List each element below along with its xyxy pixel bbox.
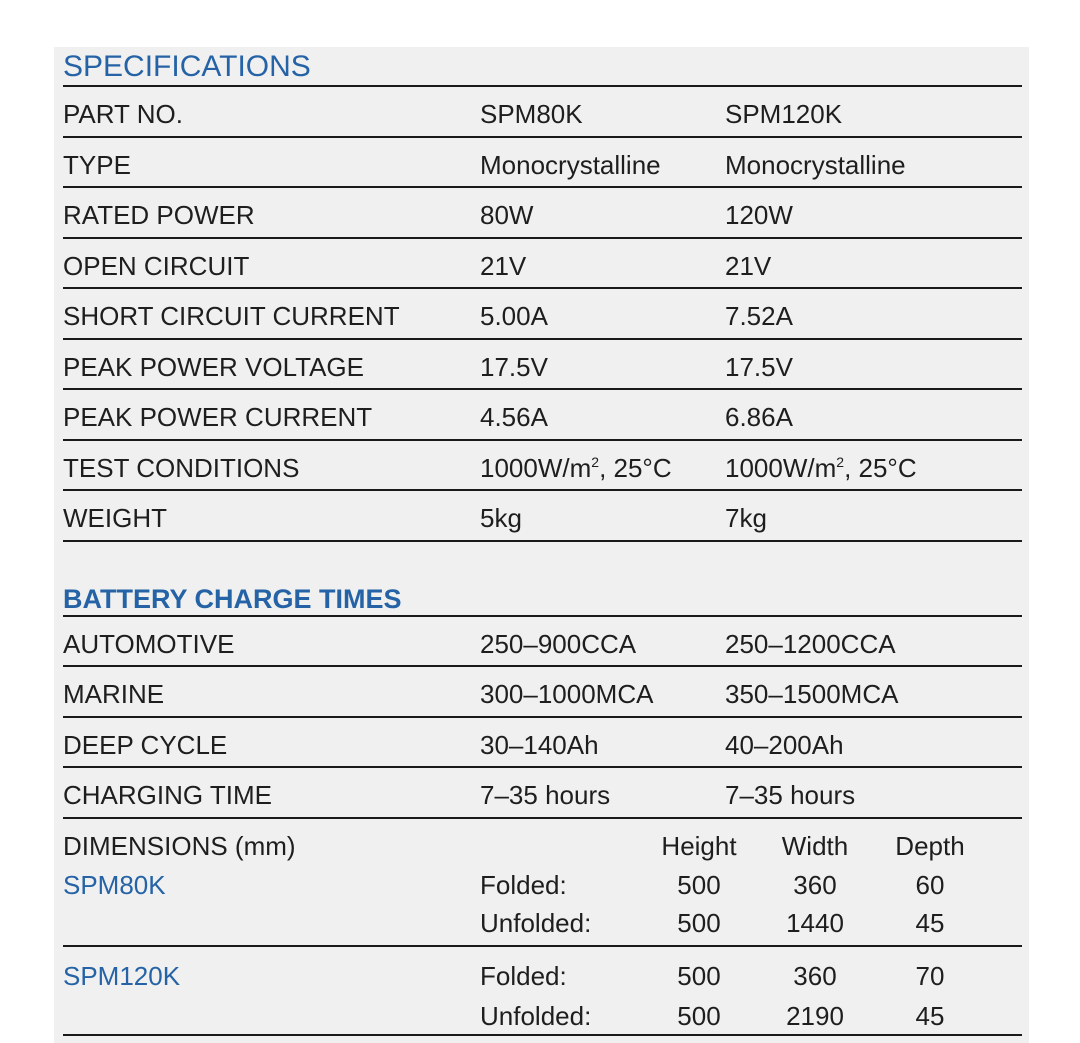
table-row — [63, 667, 1022, 718]
row-value-spm80k: 4.56A — [480, 402, 548, 432]
row-value-spm120k: 17.5V — [725, 351, 793, 382]
dim-folded-width: 360 — [793, 869, 837, 900]
dim-unfolded-height: 500 — [677, 1000, 721, 1031]
specifications-heading: SPECIFICATIONS — [63, 47, 1022, 87]
row-value-spm80k: 80W — [480, 200, 534, 230]
dim-folded-height: 500 — [677, 960, 721, 991]
table-row — [63, 491, 1022, 542]
dim-folded-width: 360 — [793, 960, 837, 991]
row-label: TEST CONDITIONS — [63, 452, 300, 483]
dimensions-block-spm120k — [63, 947, 1022, 1036]
table-row — [63, 768, 1022, 819]
dim-unfolded-width: 1440 — [786, 907, 844, 938]
row-label: TYPE — [63, 149, 131, 180]
battery-charge-rows — [63, 617, 1022, 819]
dim-unfolded-depth: 45 — [915, 907, 945, 938]
dim-header-height: Height — [661, 830, 737, 861]
battery-charge-heading: BATTERY CHARGE TIMES — [63, 578, 1022, 617]
row-label: PEAK POWER CURRENT — [63, 402, 373, 432]
row-label: RATED POWER — [63, 200, 255, 230]
dim-model-name: SPM80K — [63, 869, 166, 900]
row-value-spm80k: 5kg — [480, 503, 522, 533]
row-value-spm80k: Monocrystalline — [480, 149, 661, 180]
row-label: WEIGHT — [63, 503, 167, 533]
row-value-spm80k: 21V — [480, 250, 527, 281]
row-label: MARINE — [63, 679, 165, 709]
spec-sheet-panel — [54, 47, 1029, 1043]
row-value-spm120k: SPM120K — [725, 99, 843, 129]
table-row — [63, 617, 1022, 668]
dim-unfolded-height: 500 — [677, 907, 721, 938]
row-value-spm120k: 7kg — [725, 503, 767, 533]
table-row — [63, 718, 1022, 769]
dimensions-label: DIMENSIONS (mm) — [63, 830, 296, 861]
dim-folded-label: Folded: — [480, 960, 567, 991]
table-row — [63, 239, 1022, 290]
dim-unfolded-depth: 45 — [915, 1000, 945, 1031]
dim-folded-depth: 60 — [915, 869, 945, 900]
row-value-spm80k: 17.5V — [480, 351, 548, 382]
table-row — [63, 289, 1022, 340]
row-value-spm120k: 40–200Ah — [725, 729, 844, 760]
row-label: SHORT CIRCUIT CURRENT — [63, 301, 400, 331]
dim-folded-height: 500 — [677, 869, 721, 900]
row-value-spm120k: 7.52A — [725, 301, 793, 331]
row-label: OPEN CIRCUIT — [63, 250, 250, 281]
row-value-spm120k: 21V — [725, 250, 772, 281]
row-value-spm80k: 5.00A — [480, 301, 548, 331]
row-value-spm120k: 120W — [725, 200, 793, 230]
dim-unfolded-width: 2190 — [786, 1000, 844, 1031]
row-value-spm120k: 6.86A — [725, 402, 793, 432]
table-row — [63, 138, 1022, 189]
row-label: AUTOMOTIVE — [63, 628, 235, 659]
dim-header-depth: Depth — [895, 830, 965, 861]
dim-folded-label: Folded: — [480, 869, 567, 900]
row-value-spm120k: Monocrystalline — [725, 149, 906, 180]
table-row — [63, 87, 1022, 138]
row-label: CHARGING TIME — [63, 780, 272, 810]
specifications-rows — [63, 87, 1022, 542]
dim-header-width: Width — [781, 830, 849, 861]
dim-unfolded-label: Unfolded: — [480, 1000, 592, 1031]
row-label: PEAK POWER VOLTAGE — [63, 351, 364, 382]
dim-folded-depth: 70 — [915, 960, 945, 991]
row-value-spm80k: SPM80K — [480, 99, 583, 129]
row-value-spm80k: $1000W/m^2$, 25°C — [480, 452, 672, 483]
row-value-spm80k: 30–140Ah — [480, 729, 599, 760]
row-value-spm80k: 300–1000MCA — [480, 679, 654, 709]
dimensions-block-spm80k — [63, 819, 1022, 947]
row-label: DEEP CYCLE — [63, 729, 228, 760]
row-value-spm120k: 350–1500MCA — [725, 679, 899, 709]
table-row — [63, 188, 1022, 239]
row-value-spm120k: 7–35 hours — [725, 780, 856, 810]
dim-model-name: SPM120K — [63, 960, 181, 991]
row-label: PART NO. — [63, 99, 183, 129]
row-value-spm80k: 250–900CCA — [480, 628, 637, 659]
dim-unfolded-label: Unfolded: — [480, 907, 592, 938]
table-row — [63, 340, 1022, 391]
row-value-spm80k: 7–35 hours — [480, 780, 611, 810]
table-row — [63, 441, 1022, 492]
spec-table — [63, 47, 1022, 1036]
table-row — [63, 390, 1022, 441]
row-value-spm120k: 250–1200CCA — [725, 628, 896, 659]
row-value-spm120k: $1000W/m^2$, 25°C — [725, 452, 917, 483]
